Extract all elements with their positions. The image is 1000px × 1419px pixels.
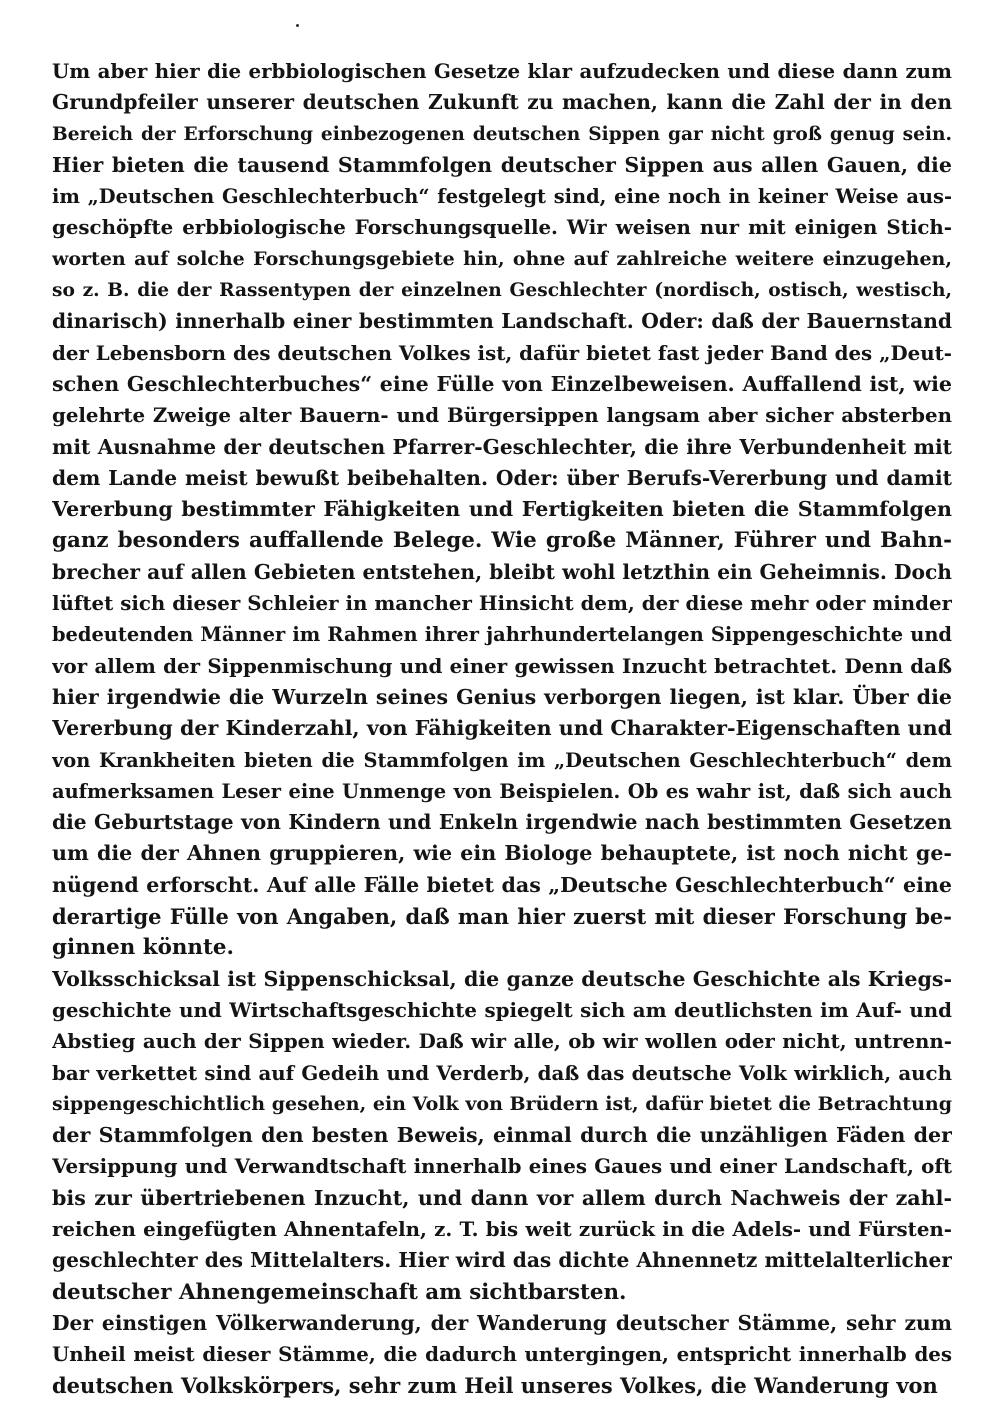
- text-line: Bereich der Erforschung einbezogenen deutschen Sippen gar nicht groß genug sein.: [52, 123, 952, 145]
- text-line: schen Geschlechterbuches“ eine Fülle von Einzelbeweisen. Auffallend ist, wie: [52, 371, 952, 396]
- text-line: bis zur übertriebenen Inzucht, und dann vor allem durch Nachweis der zahl-: [52, 1185, 952, 1210]
- text-line: bar verkettet sind auf Gedeih und Verderb, daß das deutsche Volk wirklich, auch: [52, 1060, 952, 1085]
- text-line: Der einstigen Völkerwanderung, der Wanderung deutscher Stämme, sehr zum: [52, 1310, 952, 1335]
- text-line: vor allem der Sippenmischung und einer gewissen Inzucht betrachtet. Denn daß: [52, 653, 952, 678]
- paragraph-1: [52, 56, 952, 964]
- print-speck: [296, 24, 299, 27]
- text-line: ganz besonders auffallende Belege. Wie große Männer, Führer und Bahn-: [52, 528, 952, 554]
- body-text: [52, 56, 952, 1402]
- text-line: Um aber hier die erbbiologischen Gesetze klar aufzudecken und diese dann zum: [52, 59, 952, 83]
- text-line: so z. B. die der Rassentypen der einzelnen Geschlechter (nordisch, ostisch, westisch,: [52, 280, 952, 302]
- text-line: der Lebensborn des deutschen Volkes ist, dafür bietet fast jeder Band des „Deut-: [52, 340, 952, 365]
- text-line: geschlechter des Mittelalters. Hier wird das dichte Ahnennetz mittelalterlicher: [52, 1248, 952, 1273]
- text-line: gelehrte Zweige alter Bauern- und Bürgersippen langsam aber sicher absterben: [52, 403, 952, 428]
- text-line: Versippung und Verwandtschaft innerhalb eines Gaues und einer Landschaft, oft: [52, 1154, 952, 1179]
- text-line: mit Ausnahme der deutschen Pfarrer-Geschlechter, die ihre Verbundenheit mit: [52, 434, 952, 459]
- text-line: nügend erforscht. Auf alle Fälle bietet das „Deutsche Geschlechterbuch“ eine: [52, 872, 952, 897]
- text-line: worten auf solche Forschungsgebiete hin, ohne auf zahlreiche weitere einzugehen,: [52, 247, 952, 270]
- text-line: sippengeschichtlich gesehen, ein Volk von Brüdern ist, dafür bietet die Betrachtung: [52, 1092, 952, 1115]
- text-line: dem Lande meist bewußt beibehalten. Oder: über Berufs-Vererbung und damit: [52, 465, 952, 490]
- text-line: hier irgendwie die Wurzeln seines Genius verborgen liegen, ist klar. Über die: [52, 684, 952, 709]
- text-line: um die der Ahnen gruppieren, wie ein Biologe behauptete, ist noch nicht ge-: [52, 841, 952, 866]
- text-line: ginnen könnte.: [52, 935, 234, 961]
- text-line: Vererbung der Kinderzahl, von Fähigkeiten und Charakter-Eigenschaften und: [52, 716, 952, 741]
- text-line: bedeutenden Männer im Rahmen ihrer jahrhundertelangen Sippengeschichte und: [52, 623, 952, 647]
- paragraph-2: [52, 964, 952, 1308]
- text-line: aufmerksamen Leser eine Unmenge von Beispielen. Ob es wahr ist, daß sich auch: [52, 779, 952, 803]
- text-line: Volksschicksal ist Sippenschicksal, die ganze deutsche Geschichte als Kriegs-: [52, 966, 952, 991]
- text-line: Vererbung bestimmter Fähigkeiten und Fertigkeiten bieten die Stammfolgen: [52, 497, 952, 522]
- text-line: Unheil meist dieser Stämme, die dadurch untergingen, entspricht innerhalb des: [52, 1342, 952, 1367]
- text-line: geschichte und Wirtschaftsgeschichte spiegelt sich am deutlichsten im Auf- und: [52, 997, 952, 1022]
- text-line: Hier bieten die tausend Stammfolgen deutscher Sippen aus allen Gauen, die: [52, 152, 952, 177]
- text-line: der Stammfolgen den besten Beweis, einmal durch die unzähligen Fäden der: [52, 1123, 952, 1148]
- text-line: die Geburtstage von Kindern und Enkeln irgendwie nach bestimmten Gesetzen: [52, 810, 952, 835]
- text-line: geschöpfte erbbiologische Forschungsquelle. Wir weisen nur mit einigen Stich-: [52, 215, 952, 240]
- text-line: deutschen Volkskörpers, sehr zum Heil unseres Volkes, die Wanderung von: [52, 1373, 938, 1399]
- text-line: Abstieg auch der Sippen wieder. Daß wir alle, ob wir wollen oder nicht, untrenn-: [52, 1029, 952, 1054]
- text-line: dinarisch) innerhalb einer bestimmten Landschaft. Oder: daß der Bauernstand: [52, 309, 952, 334]
- text-line: derartige Fülle von Angaben, daß man hier zuerst mit dieser Forschung be-: [52, 904, 952, 930]
- text-line: lüftet sich dieser Schleier in mancher Hinsicht dem, der diese mehr oder minder: [52, 591, 952, 616]
- text-line: von Krankheiten bieten die Stammfolgen im „Deutschen Geschlechterbuch“ dem: [52, 748, 952, 772]
- text-line: Grundpfeiler unserer deutschen Zukunft zu machen, kann die Zahl der in den: [52, 90, 952, 115]
- text-line: reichen eingefügten Ahnentafeln, z. T. bis weit zurück in die Adels- und Fürsten-: [52, 1216, 952, 1241]
- paragraph-3: [52, 1308, 952, 1402]
- text-line: brecher auf allen Gebieten entstehen, bleibt wohl letzthin ein Geheimnis. Doch: [52, 559, 952, 584]
- text-line: deutscher Ahnengemeinschaft am sichtbarsten.: [52, 1279, 627, 1305]
- text-line: im „Deutschen Geschlechterbuch“ festgelegt sind, eine noch in keiner Weise aus-: [52, 185, 952, 209]
